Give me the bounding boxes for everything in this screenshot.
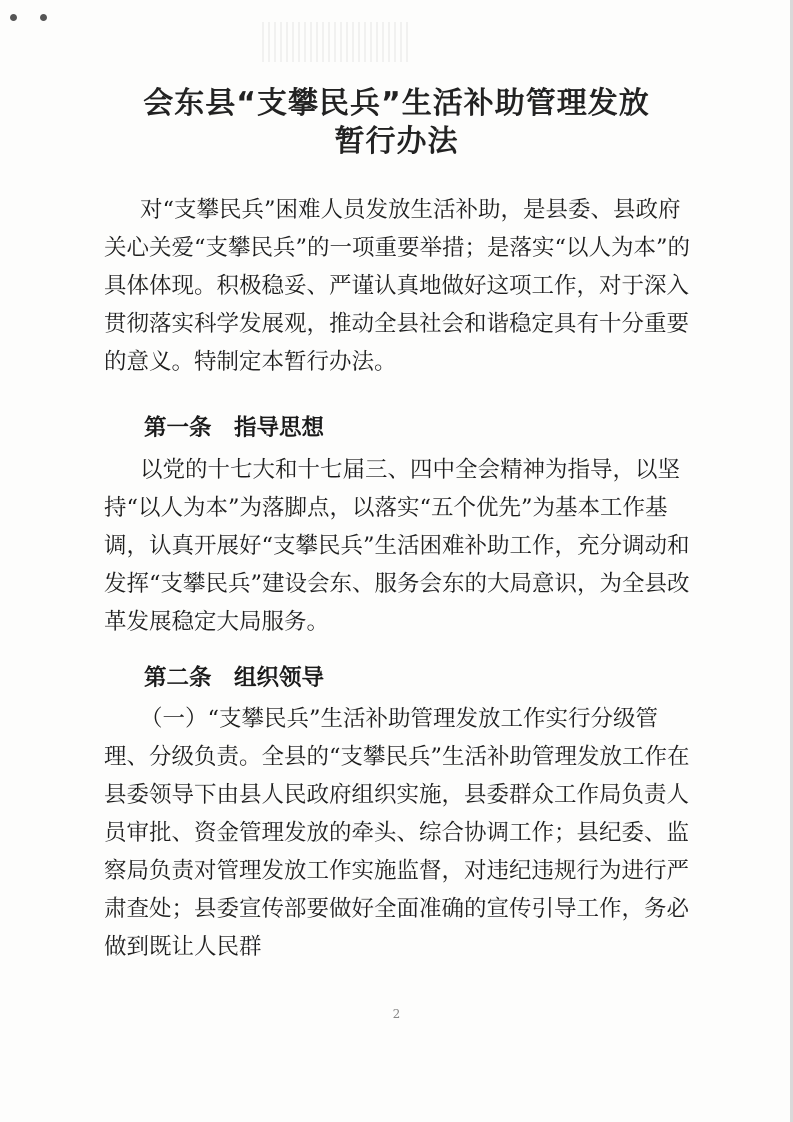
scan-dot (10, 14, 17, 21)
article2-heading: 第二条 组织领导 (144, 665, 325, 691)
document-title: 会东县“支攀民兵”生活补助管理发放 (143, 86, 650, 121)
scan-dot (40, 14, 47, 21)
article1-paragraph: 以党的十七大和十七届三、四中全会精神为指导，以坚持“以人为本”为落脚点，以落实“五个优先”为基本工作基调，认真开展好“支攀民兵”生活困难补助工作，充分调动和发挥“支攀民兵”建设会东、服务会东的大局意识，为全县改革发展稳定大局服务。 (104, 457, 690, 635)
intro-paragraph: 对“支攀民兵”困难人员发放生活补助，是县委、县政府关心关爱“支攀民兵”的一项重要举措；是落实“以人为本”的具体体现。积极稳妥、严谨认真地做好这项工作，对于深入贯彻落实科学发展观，推动全县社会和谐稳定具有十分重要的意义。特制定本暂行办法。 (104, 197, 691, 375)
article1-heading: 第一条 指导思想 (144, 415, 325, 441)
scan-artifact (262, 22, 412, 62)
page-number: 2 (392, 1007, 401, 1021)
document-subtitle: 暂行办法 (334, 124, 459, 159)
article2-paragraph: （一）“支攀民兵”生活补助管理发放工作实行分级管理、分级负责。全县的“支攀民兵”生活补助管理发放工作在县委领导下由县人民政府组织实施，县委群众工作局负责人员审批、资金管理发放的牵头、综合协调工作；县纪委、监察局负责对管理发放工作实施监督，对违纪违规行为进行严肃查处；县委宣传部要做好全面准确的宣传引导工作，务必做到既让人民群 (104, 706, 690, 960)
